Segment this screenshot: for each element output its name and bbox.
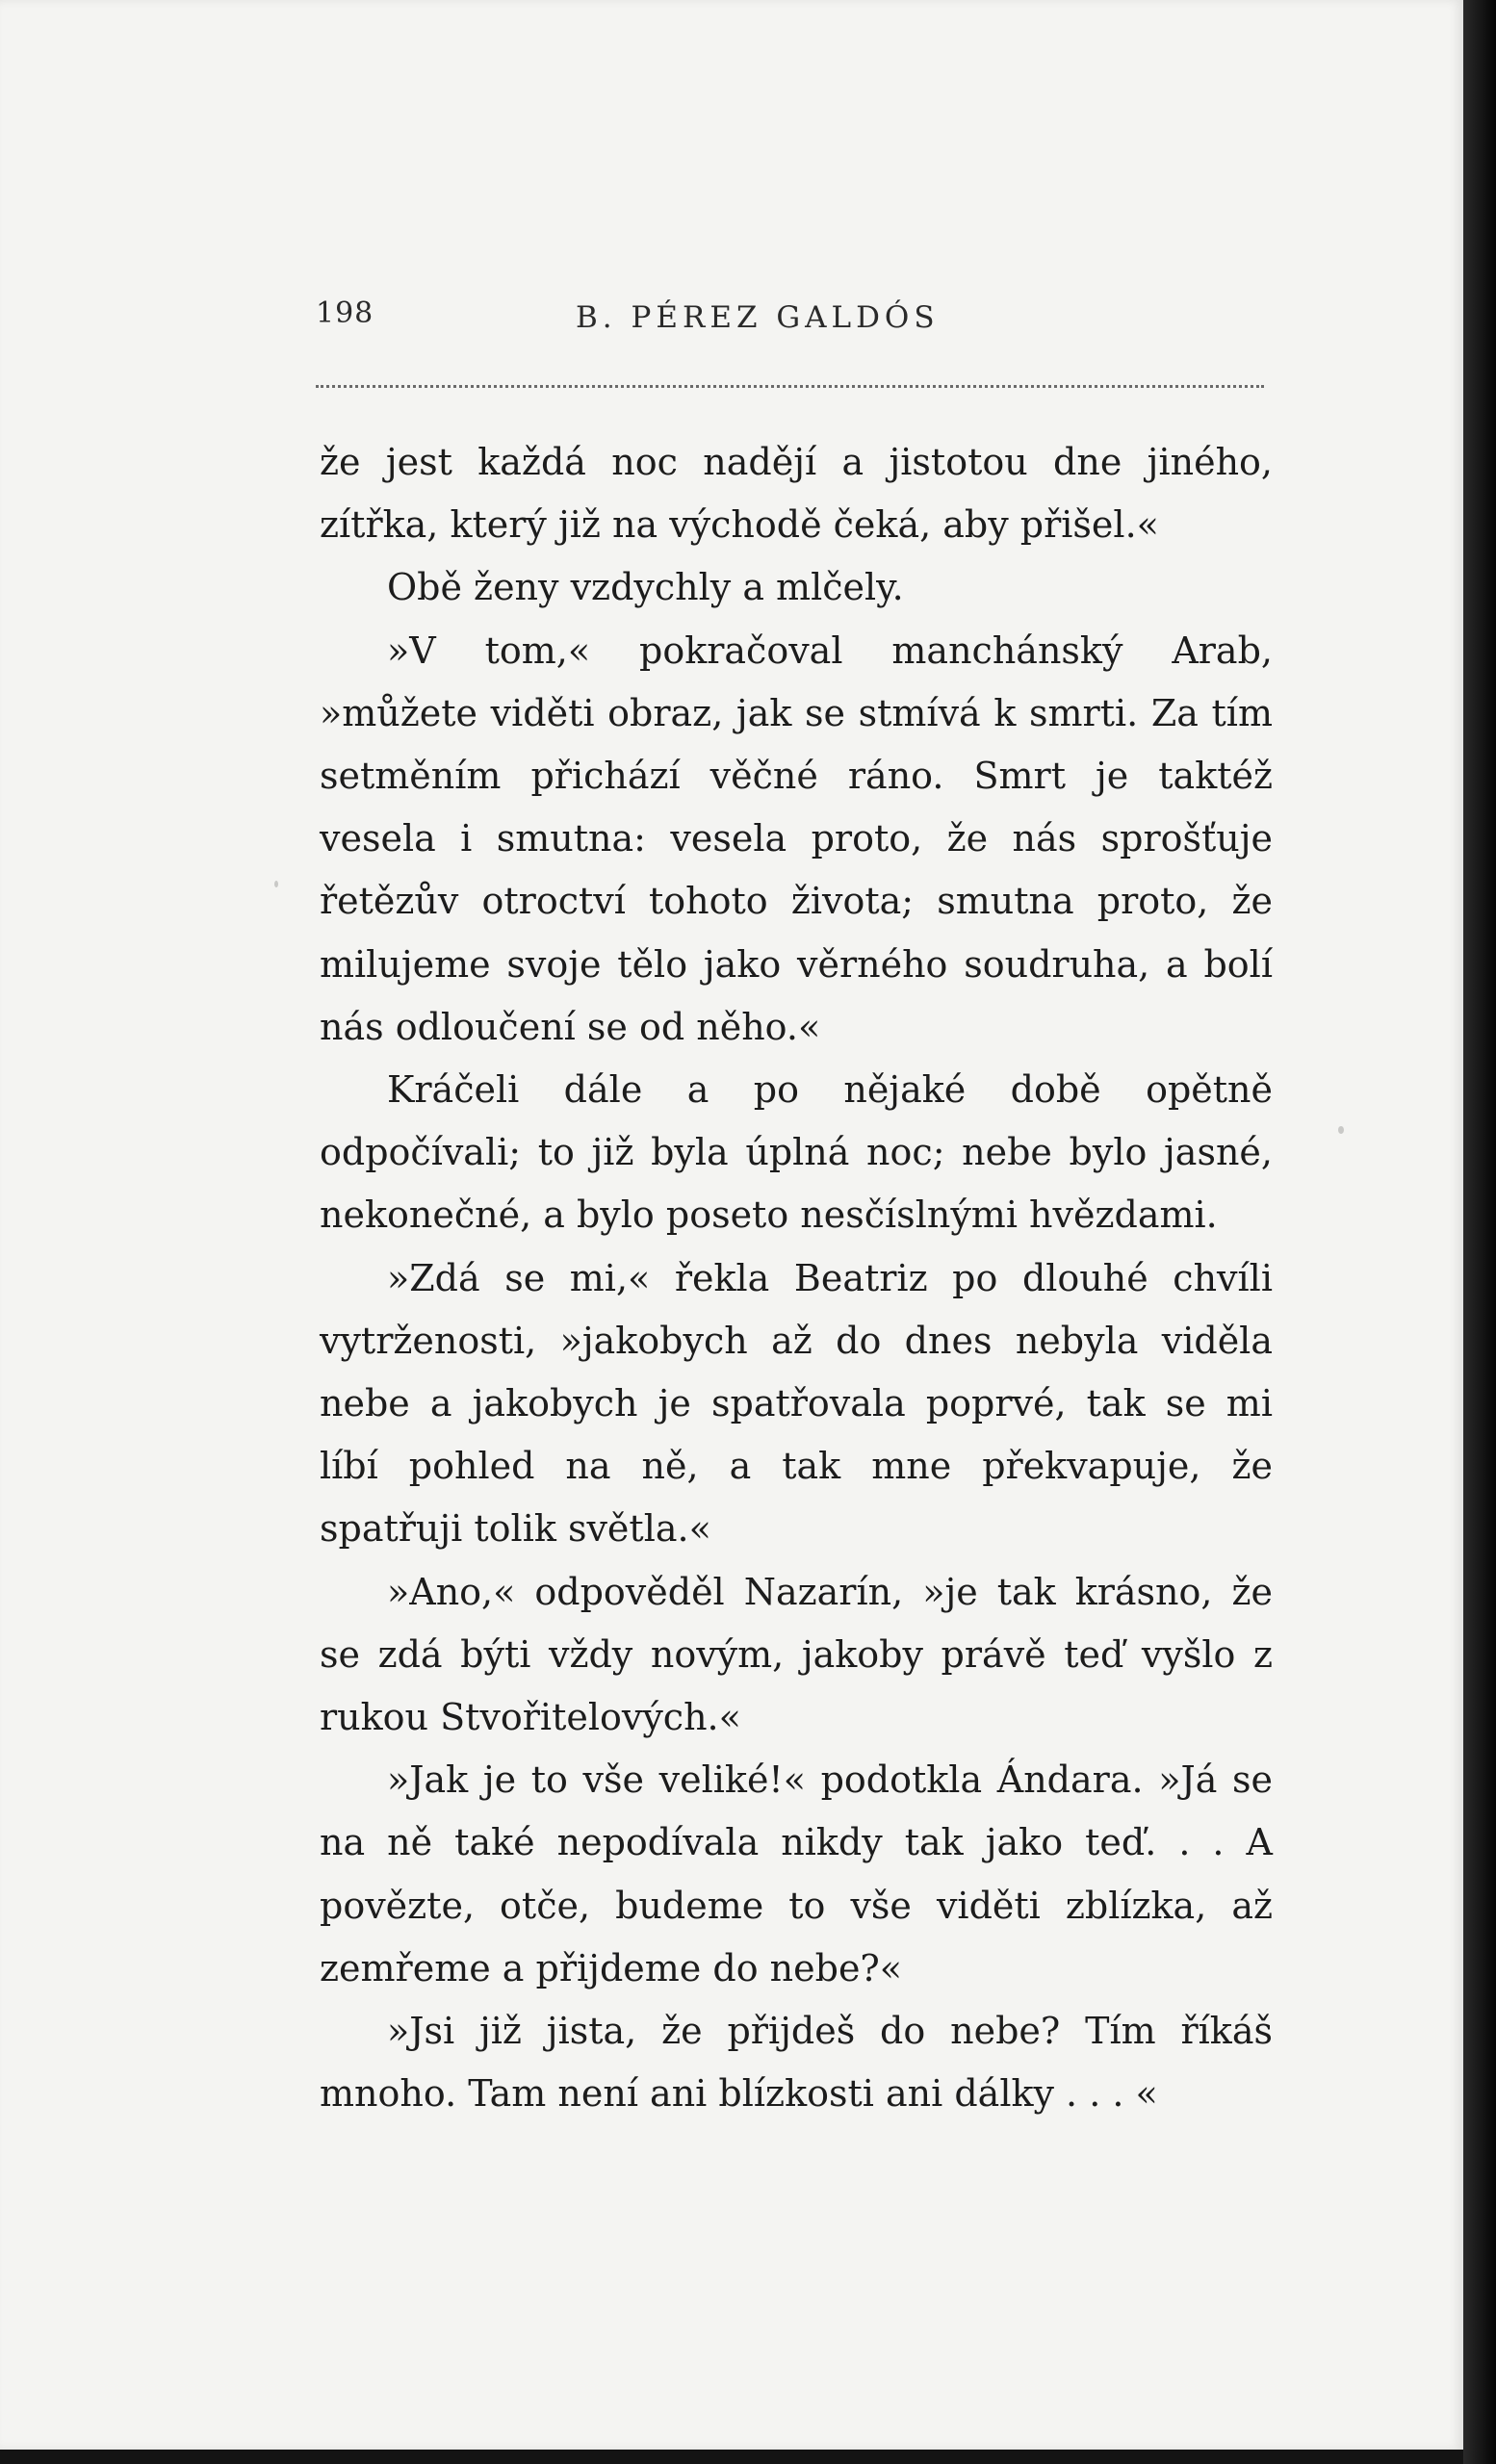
paragraph: »Ano,« odpověděl Nazarín, »je tak krásno, že se zdá býti vždy novým, jakoby právě teď vyšlo z rukou Stvořitelových.« (320, 1570, 1273, 1739)
running-title: B. PÉREZ GALDÓS (576, 300, 940, 335)
running-header (316, 289, 1269, 346)
print-speck (274, 881, 278, 887)
paragraph: »Jsi již jista, že přijdeš do nebe? Tím říkáš mnoho. Tam není ani blízkosti ani dálky . . . « (320, 2010, 1273, 2116)
header-divider (316, 385, 1264, 388)
paragraph: »V tom,« pokračoval manchánský Arab, »můžete viděti obraz, jak se stmívá k smrti. Za tím setměním přichází věčné ráno. Smrt je taktéž vesela i smutna: vesela proto, že nás sprošťuje řetězův otroctví tohoto života; smutna proto, že milujeme svoje tělo jako věrného soudruha, a bolí nás odloučení se od něho.« (320, 629, 1273, 1048)
page-number: 198 (316, 296, 374, 330)
paragraph: Kráčeli dále a po nějaké době opětně odpočívali; to již byla úplná noc; nebe bylo jasné, nekonečné, a bylo poseto nesčíslnými hvězdami. (320, 1068, 1273, 1237)
paragraph: Obě ženy vzdychly a mlčely. (387, 566, 904, 609)
print-speck (1338, 1126, 1344, 1134)
paragraph-continuation: že jest každá noc nadějí a jistotou dne jiného, zítřka, který již na východě čeká, aby přišel.« (320, 441, 1273, 547)
body-text (320, 431, 1273, 2125)
paragraph: »Zdá se mi,« řekla Beatriz po dlouhé chvíli vytrženosti, »jakobych až do dnes nebyla viděla nebe a jakobych je spatřovala poprvé, tak se mi líbí pohled na ně, a tak mne překvapuje, že spatřuji tolik světla.« (320, 1256, 1273, 1551)
page-edge-shadow (1463, 0, 1496, 2464)
paragraph: »Jak je to vše veliké!« podotkla Ándara. »Já se na ně také nepodívala nikdy tak jako teď. . . A povězte, otče, budeme to vše viděti zblízka, až zemřeme a přijdeme do nebe?« (320, 1758, 1273, 1989)
